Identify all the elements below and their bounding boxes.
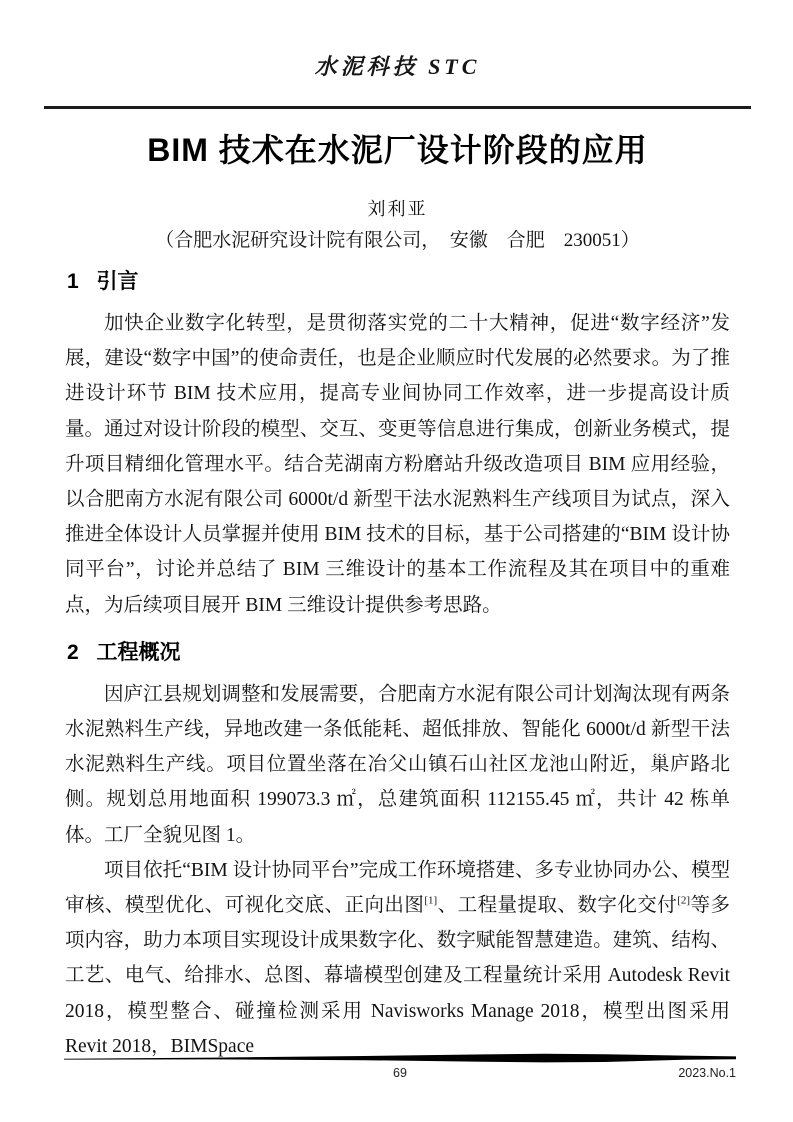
paragraph-2-2: 项目依托“BIM 设计协同平台”完成工作环境搭建、多专业协同办公、模型审核、模型优化、可视化交底、正向出图[1]、工程量提取、数字化交付[2]等多项内容，助力本项目实现设计成果数字化、数字赋能智慧建造。建筑、结构、工艺、电气、给排水、总图、幕墙模型创建及工程量统计采用 Autodesk Revit 2018，模型整合、碰撞检测采用 Navisworks Manage 2018，模型出图采用 Revit 2018，BIMSpace xyxy=(65,859,730,1057)
footer-brush-divider xyxy=(64,1053,736,1065)
reference-superscript: [2] xyxy=(677,894,691,907)
article-title: BIM 技术在水泥厂设计阶段的应用 xyxy=(147,132,648,168)
section-number: 1 xyxy=(67,270,79,293)
section-number: 2 xyxy=(67,640,79,664)
reference-superscript: [1] xyxy=(424,894,438,907)
article-body xyxy=(65,266,730,1064)
section-title: 工程概况 xyxy=(96,640,181,664)
footer-text-row xyxy=(64,1066,736,1082)
section-title: 引言 xyxy=(96,270,139,293)
footer-brush-shape xyxy=(64,1054,736,1063)
page-footer xyxy=(64,1053,736,1082)
section-heading-1 xyxy=(67,266,730,298)
affiliation: （合肥水泥研究设计院有限公司， 安徽 合肥 230051） xyxy=(155,230,640,251)
issue-number: 2023.No.1 xyxy=(678,1066,736,1080)
journal-header: 水泥科技 STC xyxy=(314,54,481,79)
section-heading-2 xyxy=(67,637,730,669)
author-name: 刘利亚 xyxy=(367,199,428,219)
paragraph-2-1: 因庐江县规划调整和发展需要，合肥南方水泥有限公司计划淘汰现有两条水泥熟料生产线，异地改建一条低能耗、超低排放、智能化 6000t/d 新型干法水泥熟料生产线。项目位置坐落在冶父山镇石山社区龙池山附近，巢庐路北侧。规划总用地面积 199073.3 ㎡，总建筑面积 112155.45 ㎡，共计 42 栋单体。工厂全貌见图 1。 xyxy=(65,683,730,846)
header-rule xyxy=(44,106,751,109)
page-number: 69 xyxy=(393,1066,407,1080)
paragraph-1-1: 加快企业数字化转型，是贯彻落实党的二十大精神，促进“数字经济”发展，建设“数字中国”的使命责任，也是企业顺应时代发展的必然要求。为了推进设计环节 BIM 技术应用，提高专业间协同工作效率，进一步提高设计质量。通过对设计阶段的模型、交互、变更等信息进行集成，创新业务模式，提升项目精细化管理水平。结合芜湖南方粉磨站升级改造项目 BIM 应用经验，以合肥南方水泥有限公司 6000t/d 新型干法水泥熟料生产线项目为试点，深入推进全体设计人员掌握并使用 BIM 技术的目标，基于公司搭建的“BIM 设计协同平台”，讨论并总结了 BIM 三维设计的基本工作流程及其在项目中的重难点，为后续项目展开 BIM 三维设计提供参考思路。 xyxy=(65,313,730,616)
